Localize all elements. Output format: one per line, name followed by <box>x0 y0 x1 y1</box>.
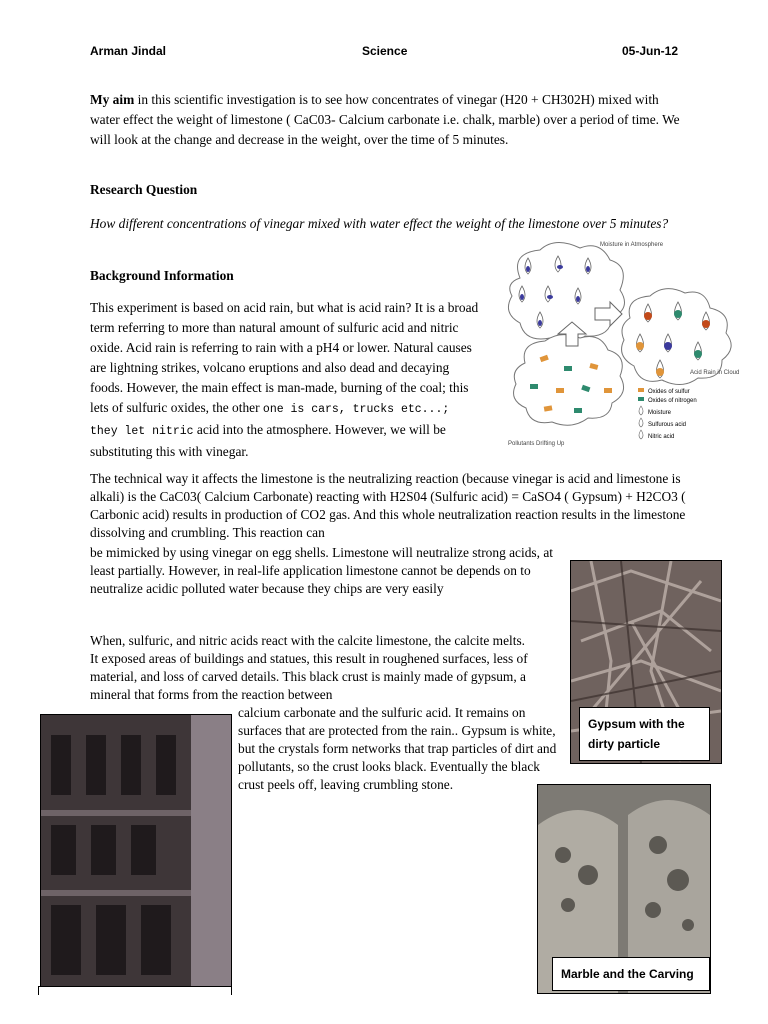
para1-mono: one is cars, trucks etc...; they let nitric <box>90 403 450 438</box>
building-photo <box>40 714 232 988</box>
background-heading: Background Information <box>90 268 234 283</box>
research-heading: Research Question <box>90 182 198 197</box>
pollutants-label: Pollutants Drifting Up <box>508 441 565 447</box>
aim-text: in this scientific investigation is to see how concentrates of vinegar (H20 + CH302H) mixed with water effect the weight of limestone ( CaC03- Calcium carbonate i.e. chalk, marble) over a period of time. We will look at the change and decrease in the weight, over the time of 5 minutes. <box>90 92 680 147</box>
subject: Science <box>362 44 408 58</box>
aim-paragraph <box>90 90 680 150</box>
background-paragraph-2b: be mimicked by using vinegar on egg shells. Limestone will neutralize strong acids, at least partially. However, in real-life application limestone cannot be depends on to neutralize acidic polluted water because they chips are very easily <box>90 545 553 596</box>
background-paragraph-3: When, sulfuric, and nitric acids react with the calcite limestone, the calcite melts. It exposed areas of buildings and statues, this result in roughened surfaces, less of material, and loss of carved details. This black crust is mainly made of gypsum, a mineral that forms from the reaction between <box>90 633 528 702</box>
research-question: How different concentrations of vinegar mixed with water effect the weight of the limestone over 5 minutes? <box>90 216 669 231</box>
legend-nitric: Nitric acid <box>648 434 675 440</box>
gypsum-caption: Gypsum with the dirty particle <box>579 707 710 761</box>
acid-rain-diagram <box>500 238 740 450</box>
legend-sulfurous: Sulfurous acid <box>648 422 687 428</box>
legend-sulfur: Oxides of sulfur <box>648 389 690 395</box>
author-name: Arman Jindal <box>90 44 167 58</box>
diagram-legend <box>638 388 697 440</box>
para1-text-b: acid into the atmosphere. However, we will be substituting this with vinegar. <box>90 422 446 459</box>
cloud-label: Acid Rain in Cloud <box>690 370 740 376</box>
background-paragraph-1 <box>90 298 482 462</box>
pollutant-cloud <box>514 335 624 426</box>
background-paragraph-2: The technical way it affects the limestone is the neutralizing reaction (because vinegar is acid and limestone is alkali) is the CaC03( Calcium Carbonate) reacting with H2S04 (Sulfuric acid) = CaSO4 ( Gypsum) + H2CO3 ( Carbonic acid) results in production of CO2 gas. And this whole neutralization reaction results in the limestone dissolving and crumbling. This reaction can <box>90 471 686 540</box>
legend-nitrogen: Oxides of nitrogen <box>648 398 697 404</box>
background-paragraph-3b: calcium carbonate and the sulfuric acid. It remains on surfaces that are protected from the rain.. Gypsum is white, but the crystals form networks that trap particles of dirt and pollutants, so the crust looks black. Eventually the black crust peels off, leaving crumbling stone. <box>238 705 557 792</box>
moisture-label: Moisture in Atmosphere <box>600 242 664 248</box>
aim-label: My aim <box>90 92 135 107</box>
marble-caption: Marble and the Carving <box>552 957 710 991</box>
building-caption-box <box>38 986 232 995</box>
para1-text-a: This experiment is based on acid rain, but what is acid rain? It is a broad term referring to more than natural amount of sulfuric acid and nitric oxide. Acid rain is referring to rain with a pH4 or lower. Natural causes are lightning strikes, volcano eruptions and also dead and decaying foods. However, the main effect is man-made, burning of the coal; this lets of sulfuric oxides, the other <box>90 300 479 415</box>
legend-moisture: Moisture <box>648 410 672 416</box>
date: 05-Jun-12 <box>622 44 679 58</box>
